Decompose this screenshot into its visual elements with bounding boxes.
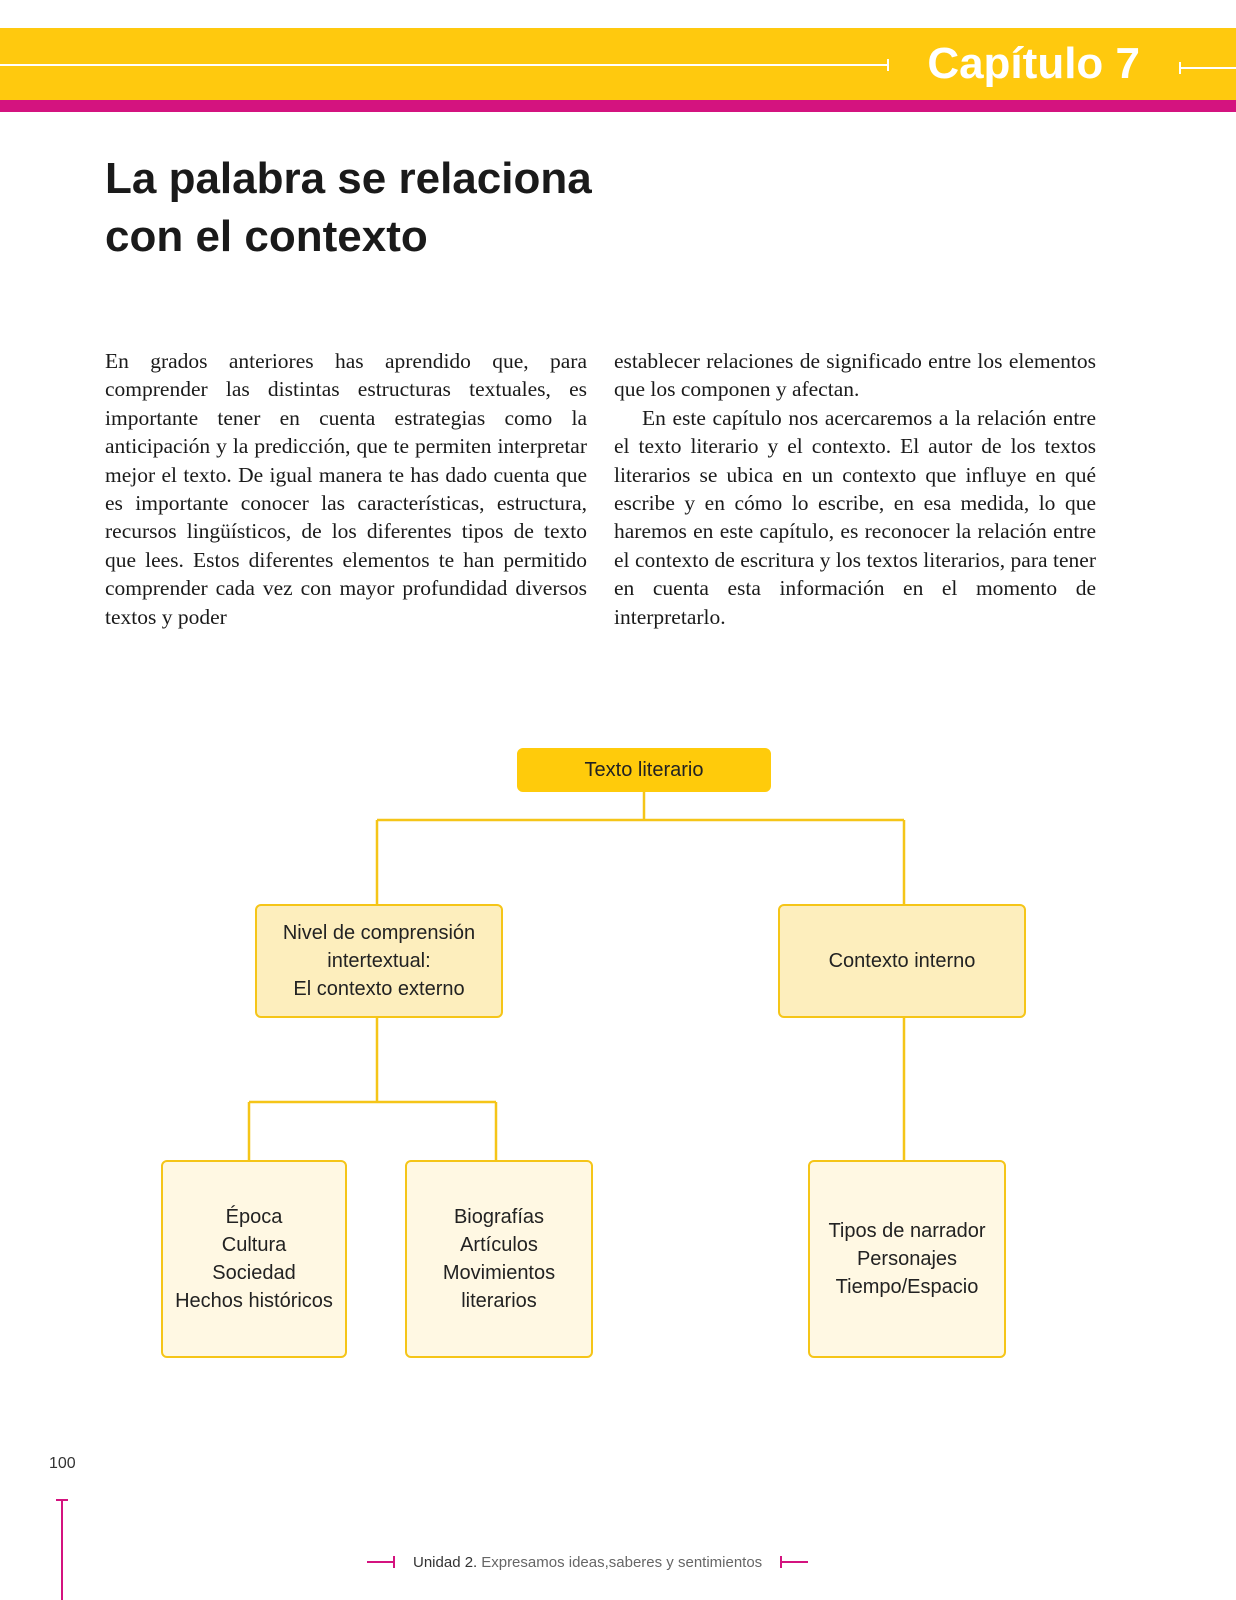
footer-unit: Unidad 2. bbox=[413, 1553, 478, 1571]
footer-subtitle: Expresamos ideas,saberes y sentimientos bbox=[481, 1553, 763, 1571]
leaf-item: Sociedad bbox=[212, 1262, 296, 1284]
page-title bbox=[105, 150, 805, 266]
page-title-line-1: La palabra se relaciona bbox=[105, 154, 592, 203]
concept-map-node-internal-context bbox=[778, 904, 1026, 1018]
header-stripe bbox=[0, 100, 1236, 112]
node-label-line: intertextual: bbox=[327, 950, 431, 972]
concept-map-leaf-biographies bbox=[405, 1160, 593, 1358]
leaf-item: Cultura bbox=[221, 1234, 287, 1256]
footer bbox=[367, 1551, 808, 1573]
leaf-item: Biografías bbox=[453, 1206, 545, 1228]
root-label: Texto literario bbox=[584, 759, 704, 781]
leaf-item: Tipos de narrador bbox=[828, 1220, 986, 1242]
concept-map-root bbox=[517, 748, 771, 792]
chapter-label: Capítulo 7 bbox=[927, 39, 1140, 88]
header-rule-right bbox=[1180, 67, 1236, 69]
node-label-line: Nivel de comprensión bbox=[282, 922, 476, 944]
leaf-item: Personajes bbox=[856, 1248, 958, 1270]
side-rule bbox=[61, 1500, 63, 1600]
header-rule-tick-right bbox=[1179, 62, 1181, 74]
node-label-line: Contexto interno bbox=[828, 950, 976, 972]
header-rule-left bbox=[0, 64, 888, 66]
concept-map-leaf-epoch-culture bbox=[161, 1160, 347, 1358]
footer-mark-right bbox=[780, 1556, 808, 1568]
body-paragraph-2: En este capítulo nos acercaremos a la relación entre el texto literario y el contexto. El autor de los textos literarios se ubica en un contexto que influye en qué escribe y en cómo lo escribe, en esa medida, lo que haremos en este capítulo, es reconocer la relación entre el contexto de escritura y los textos literarios, para tener en cuenta esta información en el momento de interpretarlo. bbox=[614, 405, 1096, 629]
concept-map-leaf-narrator-types bbox=[808, 1160, 1006, 1358]
leaf-item: Hechos históricos bbox=[175, 1290, 333, 1312]
node-label-line: El contexto externo bbox=[293, 978, 465, 1000]
leaf-item: Tiempo/Espacio bbox=[835, 1276, 979, 1298]
leaf-item: literarios bbox=[461, 1290, 537, 1312]
body-column-left bbox=[105, 347, 587, 631]
body-column-right bbox=[614, 347, 1096, 631]
header-rule-tick-left bbox=[887, 59, 889, 71]
body-paragraph-1: En grados anteriores has aprendido que, para comprender las distintas estructuras textuales, es importante tener en cuenta estrategias como la anticipación y la predicción, que te permiten interpretar mejor el texto. De igual manera te has dado cuenta que es importante conocer las características, estructura, recursos lingüísticos, de los diferentes tipos de texto que lees. Estos diferentes elementos te han permitido comprender cada vez con mayor profundidad diversos textos y poder bbox=[105, 349, 587, 629]
page-number: 100 bbox=[49, 1455, 76, 1472]
leaf-item: Época bbox=[225, 1206, 283, 1228]
concept-map-node-external-context bbox=[255, 904, 503, 1018]
body-paragraph-1-continued: establecer relaciones de significado entre los elementos que los componen y afectan. bbox=[614, 349, 1096, 402]
leaf-item: Movimientos bbox=[442, 1262, 556, 1284]
leaf-item: Artículos bbox=[460, 1234, 538, 1256]
page-title-line-2: con el contexto bbox=[105, 212, 428, 261]
footer-mark-left bbox=[367, 1556, 395, 1568]
